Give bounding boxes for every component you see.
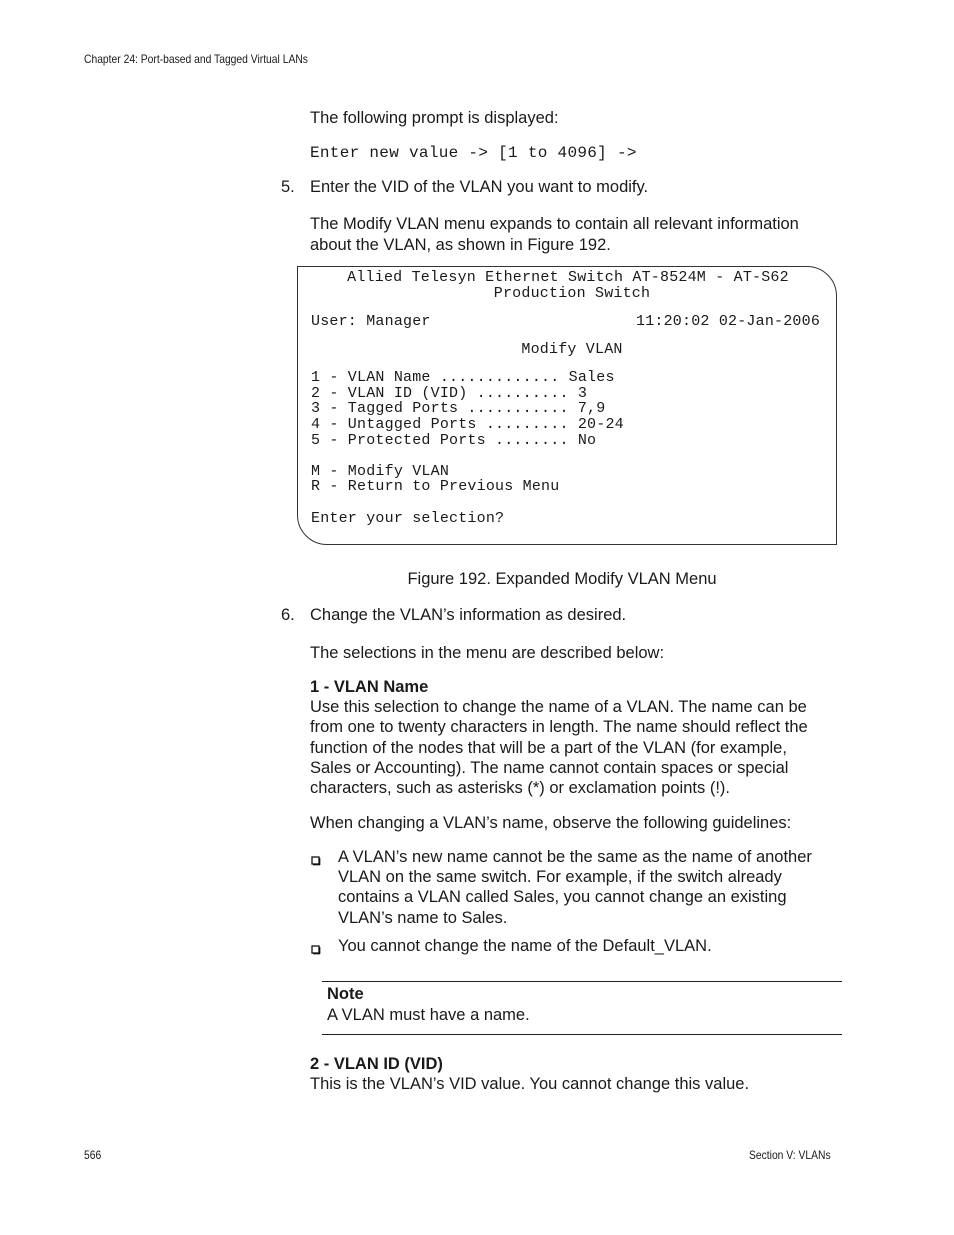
- terminal-menu-item: 1 - VLAN Name ............. Sales: [311, 369, 615, 386]
- terminal-selection-prompt: Enter your selection?: [311, 510, 505, 527]
- terminal-title-line-1: Allied Telesyn Ethernet Switch AT-8524M - AT-S62: [347, 269, 789, 286]
- note-bottom-rule: [322, 1034, 842, 1035]
- footer-section: Section V: VLANs: [749, 1148, 831, 1162]
- step-6-number: 6.: [281, 606, 295, 624]
- note-top-rule: [322, 981, 842, 982]
- step-6-text: Change the VLAN’s information as desired.: [310, 606, 627, 624]
- terminal-menu-item: 2 - VLAN ID (VID) .......... 3: [311, 385, 588, 402]
- checkbox-square-icon: [311, 942, 319, 950]
- note-label: Note: [327, 985, 364, 1003]
- section-2-heading: 2 - VLAN ID (VID): [310, 1055, 443, 1073]
- terminal-menu-item: 3 - Tagged Ports ........... 7,9: [311, 400, 606, 417]
- section-1-line: Sales or Accounting). The name cannot contain spaces or special: [310, 759, 789, 777]
- page-number: 566: [84, 1148, 102, 1162]
- running-header: Chapter 24: Port-based and Tagged Virtual LANs: [84, 52, 308, 66]
- terminal-menu-title: Modify VLAN: [521, 341, 623, 358]
- terminal-menu-item: 5 - Protected Ports ........ No: [311, 432, 597, 449]
- section-1-line: from one to twenty characters in length. The name should reflect the: [310, 718, 808, 736]
- terminal-menu-item: 4 - Untagged Ports ......... 20-24: [311, 416, 624, 433]
- bullet-1-line: VLAN on the same switch. For example, if the switch already: [338, 868, 782, 886]
- bullet-1-line: contains a VLAN called Sales, you cannot change an existing: [338, 888, 787, 906]
- terminal-screen-figure: [297, 266, 837, 545]
- bullet-2-text: You cannot change the name of the Default_VLAN.: [338, 937, 712, 955]
- terminal-datetime: 11:20:02 02-Jan-2006: [636, 313, 821, 330]
- step-5-desc-line-1: The Modify VLAN menu expands to contain all relevant information: [310, 215, 799, 233]
- prompt-code: Enter new value -> [1 to 4096] ->: [310, 144, 637, 162]
- step-5-number: 5.: [281, 178, 295, 196]
- section-1-line: characters, such as asterisks (*) or exclamation points (!).: [310, 779, 730, 797]
- section-1-line: function of the nodes that will be a part of the VLAN (for example,: [310, 739, 787, 757]
- terminal-title-line-2: Production Switch: [493, 285, 651, 302]
- step-6-desc: The selections in the menu are described below:: [310, 644, 665, 662]
- section-2-text: This is the VLAN’s VID value. You cannot change this value.: [310, 1075, 750, 1093]
- note-text: A VLAN must have a name.: [327, 1006, 530, 1024]
- step-5-desc-line-2: about the VLAN, as shown in Figure 192.: [310, 236, 611, 254]
- section-1-line: Use this selection to change the name of a VLAN. The name can be: [310, 698, 807, 716]
- guidelines-intro: When changing a VLAN’s name, observe the following guidelines:: [310, 814, 792, 832]
- terminal-action-item: R - Return to Previous Menu: [311, 478, 560, 495]
- terminal-action-item: M - Modify VLAN: [311, 463, 450, 480]
- terminal-user: User: Manager: [311, 313, 431, 330]
- figure-caption: Figure 192. Expanded Modify VLAN Menu: [407, 570, 717, 588]
- section-1-heading: 1 - VLAN Name: [310, 678, 429, 696]
- step-5-text: Enter the VID of the VLAN you want to modify.: [310, 178, 649, 196]
- prompt-intro-text: The following prompt is displayed:: [310, 109, 559, 127]
- bullet-1-line: A VLAN’s new name cannot be the same as the name of another: [338, 848, 812, 866]
- bullet-1-line: VLAN’s name to Sales.: [338, 909, 508, 927]
- checkbox-square-icon: [311, 853, 319, 861]
